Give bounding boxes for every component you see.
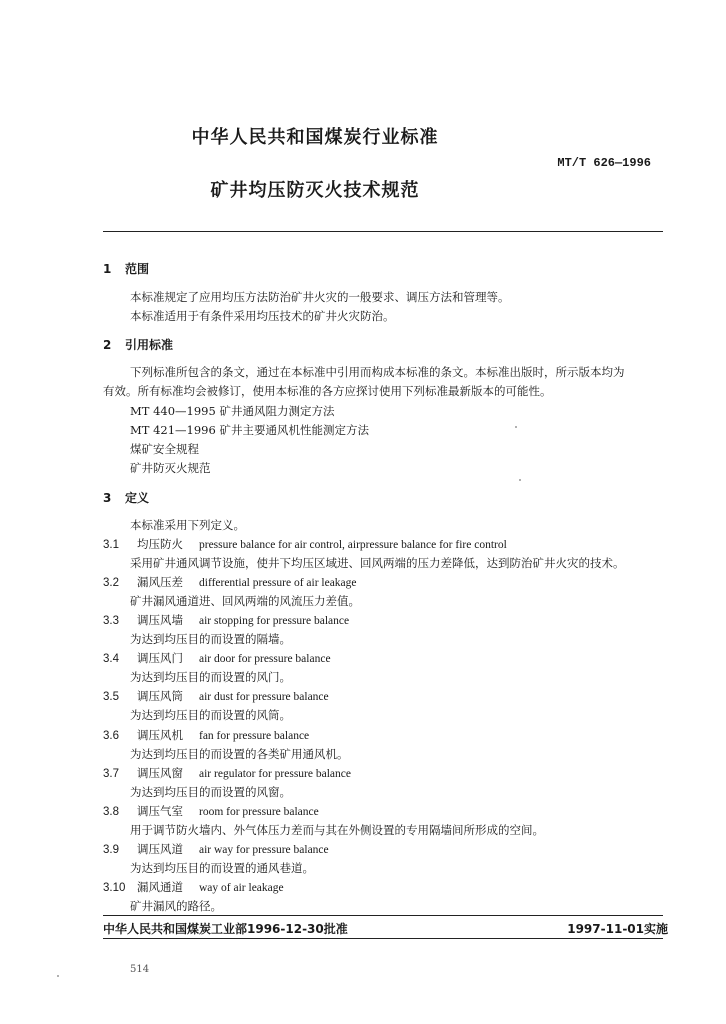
term-chinese: 漏风压差 [137, 575, 183, 589]
section-number: 3 [103, 491, 112, 505]
definition-number: 3.7 [103, 768, 119, 780]
scan-speck [57, 975, 59, 977]
paragraph: 本标准采用下列定义。 [130, 518, 245, 532]
definition-term [103, 650, 331, 666]
definition-text: 为达到均压目的而设置的风门。 [130, 670, 291, 684]
definition-text: 矿井漏风通道进、回风两端的风流压力差值。 [130, 594, 360, 608]
definition-number: 3.10 [103, 882, 126, 894]
definition-number: 3.5 [103, 691, 119, 703]
standard-code: MT/T 626—1996 [557, 156, 651, 170]
definition-term [103, 765, 351, 781]
term-english: room for pressure balance [199, 806, 319, 818]
section-number: 1 [103, 262, 112, 276]
definition-number: 3.9 [103, 844, 119, 856]
definition-text: 矿井漏风的路径。 [130, 899, 222, 913]
section-3-heading [103, 489, 149, 506]
term-chinese: 调压气室 [137, 804, 183, 818]
definition-text: 采用矿井通风调节设施，使井下均压区域进、回风两端的压力差降低，达到防治矿井火灾的技术。 [130, 556, 625, 570]
header-divider [103, 231, 663, 232]
term-chinese: 调压风墙 [137, 613, 183, 627]
footer-divider [103, 915, 663, 916]
term-english: air stopping for pressure balance [199, 615, 350, 627]
definition-text: 为达到均压目的而设置的风窗。 [130, 785, 291, 799]
paragraph: 有效。所有标准均会被修订，使用本标准的各方应探讨使用下列标准最新版本的可能性。 [103, 384, 552, 398]
definition-number: 3.6 [103, 730, 119, 742]
definition-term [103, 574, 357, 590]
term-english: pressure balance for air control, airpressure balance for fire control [199, 539, 507, 551]
term-chinese: 调压风门 [137, 651, 183, 665]
reference-item: MT 440—1995 矿井通风阻力测定方法 [130, 404, 335, 418]
term-english: differential pressure of air leakage [199, 577, 357, 589]
reference-item: 煤矿安全规程 [130, 442, 199, 456]
term-chinese: 漏风通道 [137, 880, 183, 894]
definition-text: 为达到均压目的而设置的风筒。 [130, 708, 291, 722]
section-title: 范围 [125, 262, 150, 276]
scan-speck [519, 479, 521, 481]
term-english: air dust for pressure balance [199, 691, 329, 703]
definition-term [103, 688, 329, 704]
definition-term [103, 879, 284, 895]
reference-item: MT 421—1996 矿井主要通风机性能测定方法 [130, 423, 369, 437]
definition-number: 3.1 [103, 539, 119, 551]
definition-text: 为达到均压目的而设置的隔墙。 [130, 632, 291, 646]
term-english: fan for pressure balance [199, 730, 310, 742]
definition-text: 为达到均压目的而设置的通风巷道。 [130, 861, 314, 875]
scan-speck [515, 426, 517, 428]
definition-text: 为达到均压目的而设置的各类矿用通风机。 [130, 747, 349, 761]
term-english: air way for pressure balance [199, 844, 329, 856]
term-chinese: 调压风窗 [137, 766, 183, 780]
term-chinese: 调压风筒 [137, 689, 183, 703]
definition-term [103, 841, 329, 857]
footer-bottom-divider [103, 938, 663, 939]
definition-term [103, 803, 319, 819]
paragraph: 下列标准所包含的条文，通过在本标准中引用而构成本标准的条文。本标准出版时，所示版本均为 [130, 365, 625, 379]
term-chinese: 调压风道 [137, 842, 183, 856]
definition-number: 3.8 [103, 806, 119, 818]
org-title: 中华人民共和国煤炭行业标准 [191, 127, 439, 148]
section-2-heading [103, 336, 173, 353]
definition-term [103, 536, 507, 552]
section-title: 定义 [125, 491, 150, 505]
term-chinese: 均压防火 [137, 537, 183, 551]
definition-number: 3.2 [103, 577, 119, 589]
implementation-date: 1997-11-01实施 [567, 922, 668, 936]
document-title: 矿井均压防灭火技术规范 [210, 180, 420, 201]
section-1-heading [103, 260, 149, 277]
term-english: air regulator for pressure balance [199, 768, 351, 780]
term-chinese: 调压风机 [137, 728, 183, 742]
reference-item: 矿井防灭火规范 [130, 461, 211, 475]
paragraph: 本标准规定了应用均压方法防治矿井火灾的一般要求、调压方法和管理等。 [130, 290, 510, 304]
definition-term [103, 612, 349, 628]
definition-text: 用于调节防火墙内、外气体压力差而与其在外侧设置的专用隔墙间所形成的空间。 [130, 823, 544, 837]
term-english: air door for pressure balance [199, 653, 331, 665]
paragraph: 本标准适用于有条件采用均压技术的矿井火灾防治。 [130, 309, 395, 323]
definition-number: 3.4 [103, 653, 119, 665]
definition-term [103, 727, 309, 743]
page-number: 514 [130, 964, 150, 975]
approval-line: 中华人民共和国煤炭工业部1996-12-30批准 [103, 922, 348, 936]
term-english: way of air leakage [199, 882, 284, 894]
section-number: 2 [103, 338, 112, 352]
definition-number: 3.3 [103, 615, 119, 627]
section-title: 引用标准 [125, 338, 174, 352]
